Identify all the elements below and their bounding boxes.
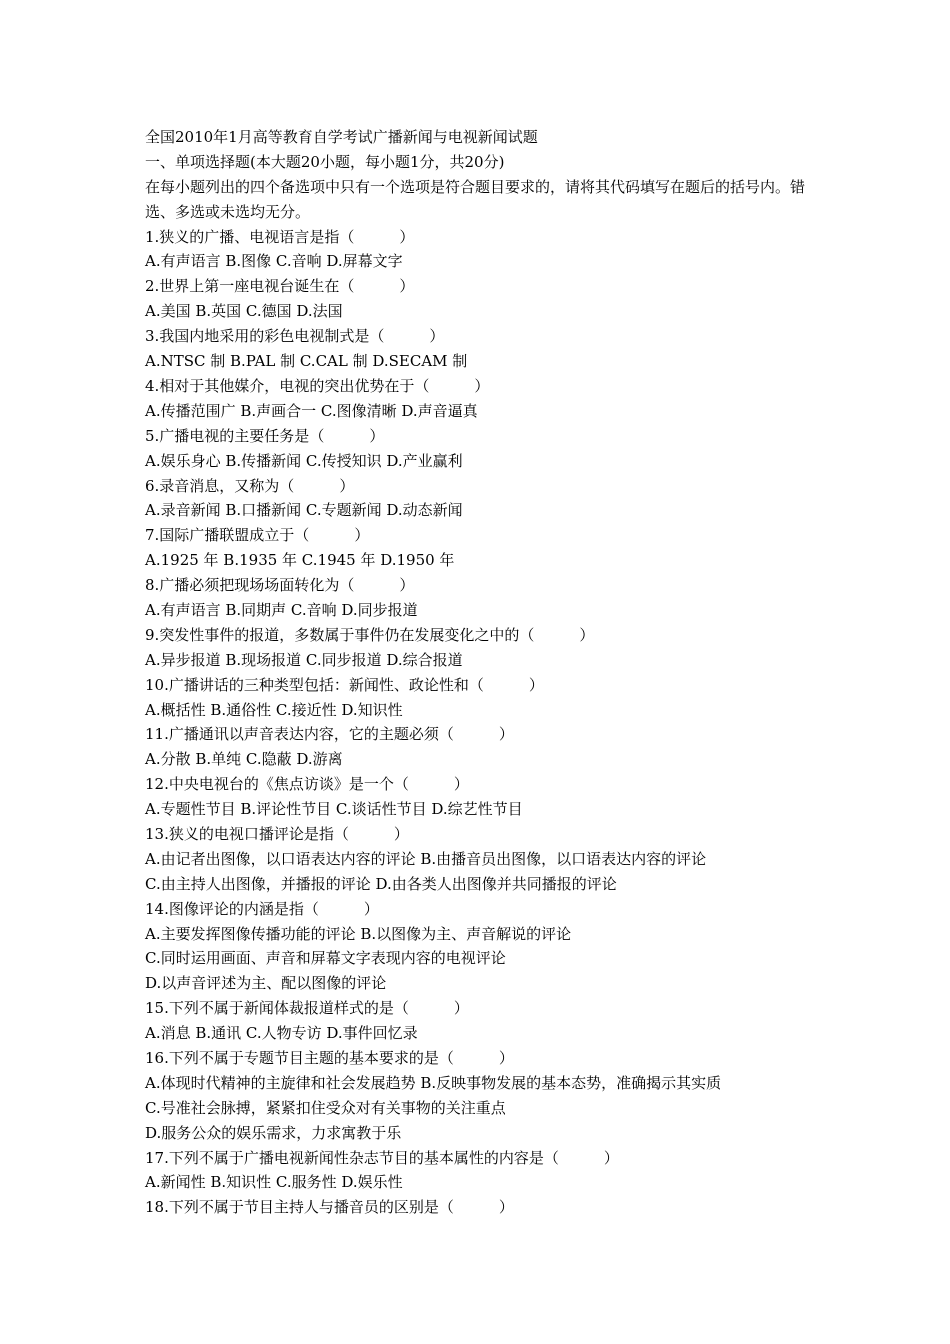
- question-7: 7.国际广播联盟成立于（ ）: [145, 526, 370, 545]
- document-body: [145, 125, 825, 1220]
- question-14-option-d: D.以声音评述为主、配以图像的评论: [145, 974, 387, 993]
- section-instructions: 在每小题列出的四个备选项中只有一个选项是符合题目要求的，请将其代码填写在题后的括号内。错选、多选或未选均无分。: [145, 177, 806, 221]
- question-15-options: A.消息 B.通讯 C.人物专访 D.事件回忆录: [145, 1024, 418, 1043]
- question-17: 17.下列不属于广播电视新闻性杂志节目的基本属性的内容是（ ）: [145, 1148, 619, 1167]
- question-3-options: A.NTSC 制 B.PAL 制 C.CAL 制 D.SECAM 制: [145, 352, 468, 371]
- question-15: 15.下列不属于新闻体裁报道样式的是（ ）: [145, 999, 469, 1018]
- question-13-options-ab: A.由记者出图像，以口语表达内容的评论 B.由播音员出图像，以口语表达内容的评论: [145, 849, 707, 868]
- question-1-options: A.有声语言 B.图像 C.音响 D.屏幕文字: [145, 252, 403, 271]
- question-12-options: A.专题性节目 B.评论性节目 C.谈话性节目 D.综艺性节目: [145, 800, 523, 819]
- question-1: 1.狭义的广播、电视语言是指（ ）: [145, 227, 415, 246]
- question-18: 18.下列不属于节目主持人与播音员的区别是（ ）: [145, 1198, 514, 1217]
- question-7-options: A.1925 年 B.1935 年 C.1945 年 D.1950 年: [145, 551, 455, 570]
- question-2: 2.世界上第一座电视台诞生在（ ）: [145, 277, 415, 296]
- question-2-options: A.美国 B.英国 C.德国 D.法国: [145, 302, 343, 321]
- question-4-options: A.传播范围广 B.声画合一 C.图像清晰 D.声音逼真: [145, 401, 478, 420]
- question-12: 12.中央电视台的《焦点访谈》是一个（ ）: [145, 775, 469, 794]
- question-16-option-c: C.号准社会脉搏，紧紧扣住受众对有关事物的关注重点: [145, 1098, 506, 1117]
- question-13: 13.狭义的电视口播评论是指（ ）: [145, 824, 409, 843]
- question-6-options: A.录音新闻 B.口播新闻 C.专题新闻 D.动态新闻: [145, 501, 463, 520]
- question-4: 4.相对于其他媒介，电视的突出优势在于（ ）: [145, 376, 490, 395]
- document-title: 全国2010年1月高等教育自学考试广播新闻与电视新闻试题: [145, 128, 538, 146]
- question-17-options: A.新闻性 B.知识性 C.服务性 D.娱乐性: [145, 1173, 403, 1192]
- question-5-options: A.娱乐身心 B.传播新闻 C.传授知识 D.产业赢利: [145, 451, 463, 470]
- question-14-option-c: C.同时运用画面、声音和屏幕文字表现内容的电视评论: [145, 949, 506, 968]
- question-8: 8.广播必须把现场场面转化为（ ）: [145, 576, 415, 595]
- question-11: 11.广播通讯以声音表达内容，它的主题必须（ ）: [145, 725, 514, 744]
- question-10-options: A.概括性 B.通俗性 C.接近性 D.知识性: [145, 700, 403, 719]
- question-13-options-cd: C.由主持人出图像，并播报的评论 D.由各类人出图像并共同播报的评论: [145, 874, 617, 893]
- question-16-option-d: D.服务公众的娱乐需求，力求寓教于乐: [145, 1123, 402, 1142]
- question-5: 5.广播电视的主要任务是（ ）: [145, 426, 385, 445]
- question-16-options-ab: A.体现时代精神的主旋律和社会发展趋势 B.反映事物发展的基本态势，准确揭示其实质: [145, 1073, 722, 1092]
- question-6: 6.录音消息，又称为（ ）: [145, 476, 355, 495]
- question-list: [145, 225, 825, 1221]
- question-14-options-ab: A.主要发挥图像传播功能的评论 B.以图像为主、声音解说的评论: [145, 924, 572, 943]
- question-9-options: A.异步报道 B.现场报道 C.同步报道 D.综合报道: [145, 650, 463, 669]
- question-10: 10.广播讲话的三种类型包括：新闻性、政论性和（ ）: [145, 675, 544, 694]
- question-11-options: A.分散 B.单纯 C.隐蔽 D.游离: [145, 750, 343, 769]
- question-14: 14.图像评论的内涵是指（ ）: [145, 899, 379, 918]
- question-16: 16.下列不属于专题节目主题的基本要求的是（ ）: [145, 1048, 514, 1067]
- question-9: 9.突发性事件的报道，多数属于事件仍在发展变化之中的（ ）: [145, 625, 595, 644]
- question-3: 3.我国内地采用的彩色电视制式是（ ）: [145, 327, 445, 346]
- question-8-options: A.有声语言 B.同期声 C.音响 D.同步报道: [145, 600, 418, 619]
- section-heading: 一、单项选择题(本大题20小题，每小题1分，共20分): [145, 152, 505, 171]
